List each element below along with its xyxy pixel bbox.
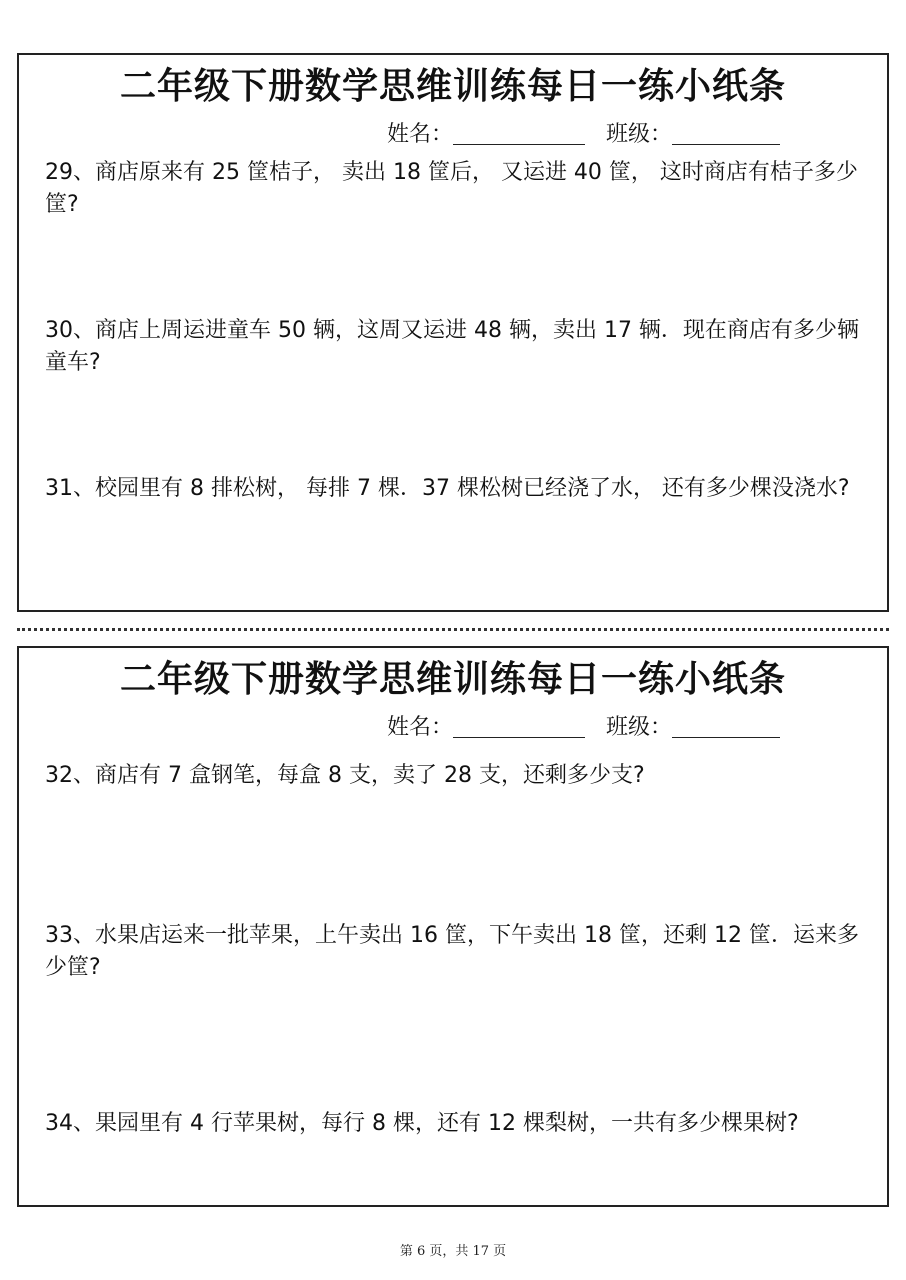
worksheet-title: 二年级下册数学思维训练每日一练小纸条 [119, 659, 786, 700]
question-34: 34、果园里有 4 行苹果树，每行 8 棵，还有 12 棵梨树，一共有多少棵果树? [45, 1111, 799, 1136]
name-blank[interactable] [453, 144, 585, 145]
class-label: 班级： [606, 715, 673, 740]
name-label: 姓名： [387, 122, 454, 147]
student-info-fields [387, 714, 780, 742]
page-number-footer: 第 6 页，共 17 页 [399, 1244, 507, 1259]
question-30: 30、商店上周运进童车 50 辆，这周又运进 48 辆，卖出 17 辆．现在商店有多少辆童车? [45, 318, 859, 375]
cut-line-divider [17, 628, 889, 631]
class-label: 班级： [606, 122, 673, 147]
class-blank[interactable] [672, 144, 780, 145]
worksheet-card-2 [17, 646, 889, 1207]
worksheet-title: 二年级下册数学思维训练每日一练小纸条 [119, 66, 786, 107]
worksheet-card-1 [17, 53, 889, 612]
name-blank[interactable] [453, 737, 585, 738]
question-32: 32、商店有 7 盒钢笔，每盒 8 支，卖了 28 支，还剩多少支? [45, 763, 645, 788]
class-blank[interactable] [672, 737, 780, 738]
name-label: 姓名： [387, 715, 454, 740]
question-31: 31、校园里有 8 排松树， 每排 7 棵．37 棵松树已经浇了水， 还有多少棵没浇水? [45, 476, 850, 501]
question-29: 29、商店原来有 25 筐桔子， 卖出 18 筐后， 又运进 40 筐， 这时商店有桔子多少筐? [45, 160, 858, 217]
question-33: 33、水果店运来一批苹果，上午卖出 16 筐，下午卖出 18 筐，还剩 12 筐．运来多少筐? [45, 923, 859, 980]
student-info-fields [387, 121, 780, 149]
